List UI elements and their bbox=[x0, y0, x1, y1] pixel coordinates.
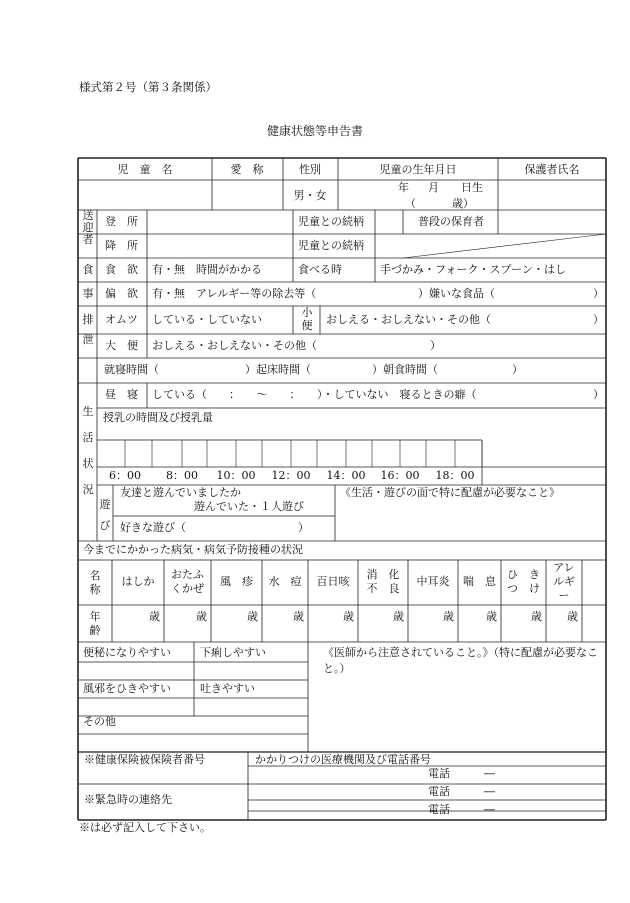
phone-label: 電話 bbox=[428, 767, 450, 780]
diarrhea-label: 下痢しやすい bbox=[200, 646, 266, 659]
age-close: 歳） bbox=[452, 197, 474, 210]
illness-name: くかぜ bbox=[171, 582, 204, 595]
life-group-label: 活 bbox=[82, 431, 94, 444]
play-question: 友達と遊んでいましたか bbox=[120, 486, 241, 499]
disliked-food-label: ）嫌いな食品（ bbox=[418, 287, 495, 300]
excretion-group-label: 排 bbox=[82, 313, 94, 326]
illness-name: 不 良 bbox=[366, 582, 400, 595]
life-group-label: 状 bbox=[82, 457, 94, 470]
feeding-time-label: 18：00 bbox=[435, 469, 475, 482]
close-paren: ） bbox=[430, 339, 441, 352]
phone-dash: ― bbox=[484, 785, 495, 798]
age-row-label: 年 bbox=[89, 610, 101, 623]
illness-name: 消 化 bbox=[366, 568, 400, 581]
meal-group-label: 食 bbox=[82, 263, 94, 276]
stool-options: おしえる・おしえない・その他（ bbox=[152, 339, 317, 352]
illness-name: 喘 息 bbox=[463, 575, 496, 588]
play-group-label: び bbox=[99, 519, 111, 532]
age-unit: 歳 bbox=[196, 610, 207, 623]
year-label: 年 bbox=[398, 181, 409, 194]
phone-dash: ― bbox=[484, 767, 495, 780]
pickup-group-label: 者 bbox=[82, 233, 94, 246]
close-paren: ） bbox=[298, 521, 309, 534]
name-row-label: 称 bbox=[89, 583, 101, 596]
appetite-options: 有・無 時間がかかる bbox=[152, 263, 262, 276]
emergency-contact-label: ※緊急時の連絡先 bbox=[84, 793, 172, 806]
illness-name: はしか bbox=[121, 575, 155, 588]
illness-name: ひ き bbox=[507, 568, 540, 581]
feeding-time-label: 12：00 bbox=[271, 469, 311, 482]
feeding-time-label: 6：00 bbox=[109, 469, 141, 482]
diaper-label: オムツ bbox=[105, 313, 138, 326]
gender-options: 男・女 bbox=[293, 189, 327, 202]
feeding-label: 授乳の時間及び授乳量 bbox=[103, 411, 213, 424]
eating-method-options: 手づかみ・フォーク・スプーン・はし bbox=[380, 263, 566, 276]
relation-label: 児童との続柄 bbox=[298, 215, 364, 228]
bedtime-label: 就寝時間（ bbox=[104, 363, 159, 376]
age-open: （ bbox=[405, 197, 416, 210]
picky-label: 偏 欲 bbox=[105, 287, 138, 300]
phone-label: 電話 bbox=[428, 785, 450, 798]
life-care-note-label: 《生活・遊びの面で特に配慮が必要なこと》 bbox=[340, 486, 560, 499]
footnote: ※は必ず記入して下さい。 bbox=[79, 821, 211, 834]
other-label: その他 bbox=[83, 715, 116, 728]
vomits-easily-label: 吐きやすい bbox=[200, 682, 255, 695]
feeding-time-label: 16：00 bbox=[380, 469, 420, 482]
guardian-name-label: 保護者氏名 bbox=[524, 163, 580, 176]
illness-history-title: 今までにかかった病気・病気予防接種の状況 bbox=[83, 543, 303, 556]
nap-options: している（ ： ～ ： ）・していない 寝るときの癖（ bbox=[152, 388, 477, 401]
close-paren: ） bbox=[512, 363, 523, 376]
illness-name: 風 疹 bbox=[220, 575, 253, 588]
urine-label: 小 bbox=[301, 306, 313, 319]
wake-time-label: ）起床時間（ bbox=[245, 363, 311, 376]
urine-label: 便 bbox=[301, 319, 313, 332]
illness-name: ー bbox=[558, 589, 570, 602]
birth-date-label: 児童の生年月日 bbox=[379, 163, 457, 176]
relation-label: 児童との続柄 bbox=[298, 239, 364, 252]
pick-up-label: 降 所 bbox=[105, 239, 138, 252]
play-group-label: 遊 bbox=[99, 498, 111, 511]
clinic-label: かかりつけの医療機関及び電話番号 bbox=[255, 753, 431, 766]
age-unit: 歳 bbox=[393, 610, 404, 623]
age-unit: 歳 bbox=[247, 610, 258, 623]
feeding-time-label: 10：00 bbox=[216, 469, 256, 482]
meal-group-label: 事 bbox=[82, 287, 94, 300]
favorite-play-label: 好きな遊び（ bbox=[120, 521, 186, 534]
age-unit: 歳 bbox=[149, 610, 160, 623]
illness-name: ルギ bbox=[553, 575, 575, 588]
life-group-label: 況 bbox=[82, 483, 94, 496]
age-unit: 歳 bbox=[531, 610, 542, 623]
age-row-label: 齢 bbox=[89, 624, 101, 637]
drop-off-label: 登 所 bbox=[105, 215, 138, 228]
month-label: 月 bbox=[428, 181, 439, 194]
close-paren: ） bbox=[593, 287, 604, 300]
usual-caregiver-label: 普段の保育者 bbox=[418, 215, 484, 228]
age-unit: 歳 bbox=[443, 610, 454, 623]
close-paren: ） bbox=[593, 388, 604, 401]
stool-label: 大 便 bbox=[105, 339, 138, 352]
illness-name: アレ bbox=[553, 561, 575, 574]
excretion-group-label: 泄 bbox=[82, 333, 94, 346]
form-number: 様式第２号（第３条関係） bbox=[79, 80, 217, 94]
feeding-time-label: 14：00 bbox=[326, 469, 366, 482]
doctor-notes-label: 《医師から注意されていること。》（特に配慮が必要なこと。） bbox=[323, 646, 598, 675]
breakfast-time-label: ）朝食時間（ bbox=[372, 363, 438, 376]
child-name-label: 児 童 名 bbox=[117, 163, 173, 176]
feeding-time-label: 8：00 bbox=[166, 469, 198, 482]
illness-name: つ け bbox=[507, 582, 540, 595]
allergy-options: 有・無 アレルギー等の除去等（ bbox=[152, 287, 317, 300]
play-options: 遊んでいた・１人遊び bbox=[194, 500, 304, 513]
nickname-label: 愛 称 bbox=[230, 163, 264, 176]
age-unit: 歳 bbox=[567, 610, 578, 623]
diaper-options: している・していない bbox=[152, 313, 262, 326]
gender-label: 性別 bbox=[299, 163, 321, 176]
nap-label: 昼 寝 bbox=[105, 388, 138, 401]
close-paren: ） bbox=[593, 313, 604, 326]
illness-name: 中耳炎 bbox=[416, 575, 450, 588]
age-unit: 歳 bbox=[343, 610, 354, 623]
constipation-label: 便秘になりやすい bbox=[83, 646, 171, 659]
illness-name: おたふ bbox=[171, 568, 204, 581]
catches-cold-label: 風邪をひきやすい bbox=[83, 682, 171, 695]
day-born-label: 日生 bbox=[461, 181, 483, 194]
name-row-label: 名 bbox=[89, 569, 101, 582]
insurance-number-label: ※健康保険被保険者番号 bbox=[84, 753, 205, 766]
eating-method-label: 食べる時 bbox=[298, 263, 342, 276]
age-unit: 歳 bbox=[486, 610, 497, 623]
urine-options: おしえる・おしえない・その他（ bbox=[326, 313, 491, 326]
diagonal-line bbox=[403, 234, 606, 258]
life-group-label: 生 bbox=[82, 405, 94, 418]
pickup-group-label: 迎 bbox=[82, 221, 94, 234]
illness-name: 百日咳 bbox=[316, 575, 350, 588]
document-title: 健康状態等申告書 bbox=[266, 124, 363, 138]
phone-label: 電話 bbox=[428, 803, 450, 816]
appetite-label: 食 欲 bbox=[105, 263, 138, 276]
age-unit: 歳 bbox=[293, 610, 304, 623]
pickup-group-label: 送 bbox=[82, 209, 94, 222]
phone-dash: ― bbox=[484, 803, 495, 816]
illness-name: 水 痘 bbox=[268, 575, 302, 588]
